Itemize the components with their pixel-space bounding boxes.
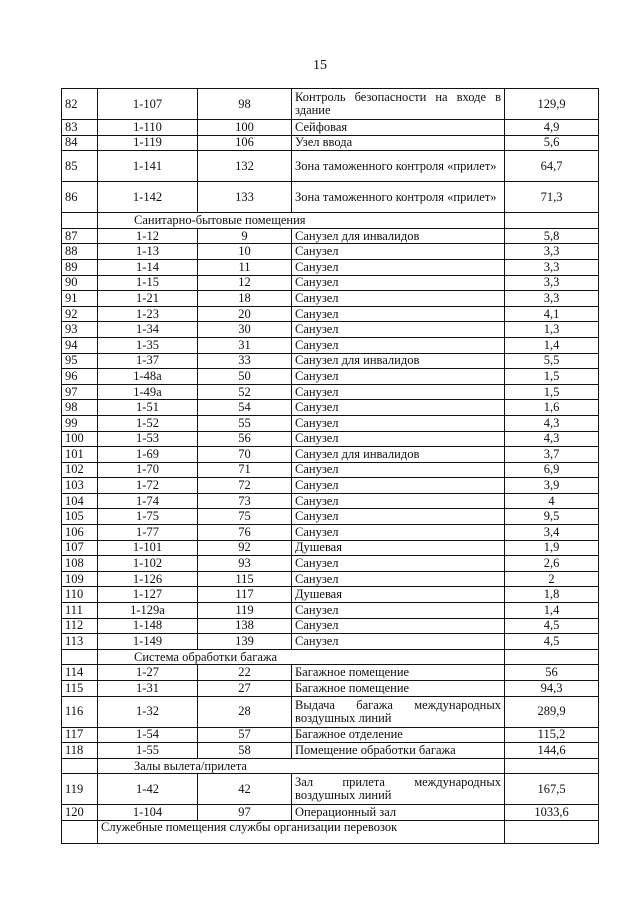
table-row [62,182,599,213]
empty-cell [505,758,599,774]
room-name: Контроль безопасности на входе в здание [292,89,505,120]
row-number: 89 [62,259,98,275]
room-area: 9,5 [505,509,599,525]
row-number: 86 [62,182,98,213]
row-number: 114 [62,665,98,681]
room-number: 71 [198,462,292,478]
row-number: 99 [62,415,98,431]
section-title: Система обработки багажа [98,649,505,665]
table-row [62,291,599,307]
room-area: 64,7 [505,151,599,182]
room-name: Санузел [292,634,505,650]
room-area: 144,6 [505,743,599,759]
row-number: 107 [62,540,98,556]
room-code: 1-141 [98,151,198,182]
room-number: 76 [198,525,292,541]
room-area: 6,9 [505,462,599,478]
table-row [62,120,599,136]
row-number: 85 [62,151,98,182]
table-row [62,478,599,494]
room-number: 100 [198,120,292,136]
row-number: 92 [62,306,98,322]
table-row [62,337,599,353]
empty-cell [62,649,98,665]
room-code: 1-129а [98,603,198,619]
room-area: 3,4 [505,525,599,541]
table-row [62,805,599,821]
room-area: 4,5 [505,618,599,634]
table-row [62,587,599,603]
room-area: 3,3 [505,259,599,275]
room-area: 1,4 [505,337,599,353]
room-name: Санузел [292,400,505,416]
room-name: Санузел [292,431,505,447]
row-number: 112 [62,618,98,634]
table-row [62,665,599,681]
room-name: Санузел [292,369,505,385]
room-area: 1033,6 [505,805,599,821]
room-area: 3,3 [505,275,599,291]
room-name: Санузел [292,384,505,400]
room-name: Санузел [292,337,505,353]
room-code: 1-77 [98,525,198,541]
table-row [62,415,599,431]
table-row [62,681,599,697]
row-number: 87 [62,228,98,244]
table-row [62,727,599,743]
table-row [62,275,599,291]
row-number: 103 [62,478,98,494]
room-number: 75 [198,509,292,525]
row-number: 93 [62,322,98,338]
row-number: 98 [62,400,98,416]
table-row [62,603,599,619]
table-row [62,462,599,478]
room-area: 3,3 [505,291,599,307]
room-name: Санузел для инвалидов [292,447,505,463]
room-number: 31 [198,337,292,353]
room-number: 73 [198,493,292,509]
table-row [62,369,599,385]
room-code: 1-69 [98,447,198,463]
table-row [62,400,599,416]
table-row [62,634,599,650]
room-area: 1,9 [505,540,599,556]
room-number: 133 [198,182,292,213]
room-name: Зал прилета международных воздушных линий [292,774,505,805]
table-row [62,353,599,369]
room-number: 97 [198,805,292,821]
room-number: 72 [198,478,292,494]
room-number: 9 [198,228,292,244]
room-code: 1-27 [98,665,198,681]
room-number: 11 [198,259,292,275]
table-row [62,525,599,541]
room-number: 106 [198,135,292,151]
table-row [62,743,599,759]
room-code: 1-74 [98,493,198,509]
room-area: 4,1 [505,306,599,322]
room-name: Багажное отделение [292,727,505,743]
room-area: 94,3 [505,681,599,697]
row-number: 97 [62,384,98,400]
room-number: 42 [198,774,292,805]
room-area: 56 [505,665,599,681]
room-area: 4,5 [505,634,599,650]
room-code: 1-75 [98,509,198,525]
room-name: Узел ввода [292,135,505,151]
room-code: 1-31 [98,681,198,697]
room-code: 1-32 [98,696,198,727]
room-name: Зона таможенного контроля «прилет» [292,182,505,213]
table-row [62,509,599,525]
room-name: Санузел [292,556,505,572]
row-number: 108 [62,556,98,572]
room-name: Санузел для инвалидов [292,353,505,369]
room-number: 70 [198,447,292,463]
table-row [62,540,599,556]
row-number: 96 [62,369,98,385]
room-number: 56 [198,431,292,447]
room-number: 22 [198,665,292,681]
table-row [62,322,599,338]
room-code: 1-70 [98,462,198,478]
table-row [62,447,599,463]
room-code: 1-54 [98,727,198,743]
row-number: 101 [62,447,98,463]
room-name: Санузел [292,525,505,541]
row-number: 119 [62,774,98,805]
room-code: 1-107 [98,89,198,120]
room-number: 33 [198,353,292,369]
page-number: 15 [313,58,327,73]
table-row [62,384,599,400]
row-number: 90 [62,275,98,291]
room-code: 1-21 [98,291,198,307]
room-area: 4,3 [505,431,599,447]
row-number: 84 [62,135,98,151]
row-number: 104 [62,493,98,509]
room-code: 1-15 [98,275,198,291]
row-number: 116 [62,696,98,727]
table-row [62,618,599,634]
room-name: Душевая [292,540,505,556]
room-number: 119 [198,603,292,619]
row-number: 110 [62,587,98,603]
room-area: 2 [505,571,599,587]
row-number: 111 [62,603,98,619]
room-number: 117 [198,587,292,603]
room-name: Санузел [292,275,505,291]
room-area: 129,9 [505,89,599,120]
room-code: 1-34 [98,322,198,338]
room-area: 1,5 [505,369,599,385]
room-area: 4,3 [505,415,599,431]
room-name: Операционный зал [292,805,505,821]
row-number: 82 [62,89,98,120]
room-code: 1-72 [98,478,198,494]
room-name: Санузел [292,244,505,260]
row-number: 118 [62,743,98,759]
room-name: Выдача багажа международных воздушных линий [292,696,505,727]
room-area: 5,8 [505,228,599,244]
room-name: Санузел [292,306,505,322]
room-code: 1-119 [98,135,198,151]
table-row [62,259,599,275]
room-name: Санузел [292,493,505,509]
rooms-table [61,88,599,844]
room-name: Багажное помещение [292,681,505,697]
room-number: 50 [198,369,292,385]
room-number: 55 [198,415,292,431]
room-code: 1-101 [98,540,198,556]
row-number: 102 [62,462,98,478]
row-number: 105 [62,509,98,525]
room-number: 93 [198,556,292,572]
table-row [62,493,599,509]
room-number: 58 [198,743,292,759]
table-row [62,151,599,182]
room-code: 1-52 [98,415,198,431]
section-title: Служебные помещения службы организации перевозок [98,820,505,843]
room-name: Санузел для инвалидов [292,228,505,244]
room-number: 52 [198,384,292,400]
room-name: Санузел [292,322,505,338]
empty-cell [505,820,599,843]
room-code: 1-35 [98,337,198,353]
room-area: 1,3 [505,322,599,338]
room-area: 5,6 [505,135,599,151]
room-number: 18 [198,291,292,307]
room-number: 57 [198,727,292,743]
table-row [62,244,599,260]
table-row [62,696,599,727]
row-number: 113 [62,634,98,650]
room-area: 4,9 [505,120,599,136]
section-header-row [62,213,599,229]
room-code: 1-42 [98,774,198,805]
room-name: Помещение обработки багажа [292,743,505,759]
row-number: 95 [62,353,98,369]
room-name: Санузел [292,462,505,478]
room-name: Багажное помещение [292,665,505,681]
room-number: 12 [198,275,292,291]
section-title: Санитарно-бытовые помещения [98,213,505,229]
table-row [62,774,599,805]
room-code: 1-14 [98,259,198,275]
row-number: 115 [62,681,98,697]
room-code: 1-149 [98,634,198,650]
rooms-table-body [62,89,599,844]
room-area: 2,6 [505,556,599,572]
row-number: 88 [62,244,98,260]
room-number: 20 [198,306,292,322]
room-area: 1,4 [505,603,599,619]
room-number: 30 [198,322,292,338]
room-code: 1-48а [98,369,198,385]
room-code: 1-23 [98,306,198,322]
room-name: Зона таможенного контроля «прилет» [292,151,505,182]
section-title: Залы вылета/прилета [98,758,505,774]
room-number: 27 [198,681,292,697]
room-code: 1-51 [98,400,198,416]
room-code: 1-148 [98,618,198,634]
row-number: 94 [62,337,98,353]
empty-cell [62,820,98,843]
room-area: 167,5 [505,774,599,805]
table-row [62,431,599,447]
room-name: Санузел [292,509,505,525]
room-name: Санузел [292,478,505,494]
room-number: 54 [198,400,292,416]
room-name: Санузел [292,259,505,275]
room-area: 115,2 [505,727,599,743]
row-number: 120 [62,805,98,821]
room-code: 1-110 [98,120,198,136]
empty-cell [505,649,599,665]
room-code: 1-49а [98,384,198,400]
room-code: 1-37 [98,353,198,369]
room-name: Душевая [292,587,505,603]
section-header-row [62,758,599,774]
room-code: 1-53 [98,431,198,447]
row-number: 109 [62,571,98,587]
room-number: 98 [198,89,292,120]
room-code: 1-55 [98,743,198,759]
table-row [62,135,599,151]
room-area: 5,5 [505,353,599,369]
table-row [62,228,599,244]
room-number: 92 [198,540,292,556]
room-area: 1,5 [505,384,599,400]
room-code: 1-13 [98,244,198,260]
room-code: 1-12 [98,228,198,244]
room-name: Санузел [292,415,505,431]
room-code: 1-104 [98,805,198,821]
empty-cell [505,213,599,229]
table-row [62,556,599,572]
room-area: 289,9 [505,696,599,727]
room-code: 1-127 [98,587,198,603]
section-header-row [62,649,599,665]
room-number: 10 [198,244,292,260]
empty-cell [62,213,98,229]
table-row [62,571,599,587]
room-area: 1,8 [505,587,599,603]
section-footer-row [62,820,599,843]
room-area: 3,9 [505,478,599,494]
room-number: 28 [198,696,292,727]
room-area: 71,3 [505,182,599,213]
row-number: 91 [62,291,98,307]
room-number: 115 [198,571,292,587]
room-code: 1-102 [98,556,198,572]
table-row [62,306,599,322]
room-name: Санузел [292,291,505,307]
room-name: Санузел [292,603,505,619]
room-number: 132 [198,151,292,182]
room-area: 1,6 [505,400,599,416]
room-name: Санузел [292,618,505,634]
room-code: 1-126 [98,571,198,587]
room-number: 139 [198,634,292,650]
room-number: 138 [198,618,292,634]
room-name: Сейфовая [292,120,505,136]
row-number: 100 [62,431,98,447]
room-name: Санузел [292,571,505,587]
room-area: 4 [505,493,599,509]
room-area: 3,7 [505,447,599,463]
table-row [62,89,599,120]
row-number: 106 [62,525,98,541]
row-number: 83 [62,120,98,136]
room-area: 3,3 [505,244,599,260]
row-number: 117 [62,727,98,743]
room-code: 1-142 [98,182,198,213]
empty-cell [62,758,98,774]
